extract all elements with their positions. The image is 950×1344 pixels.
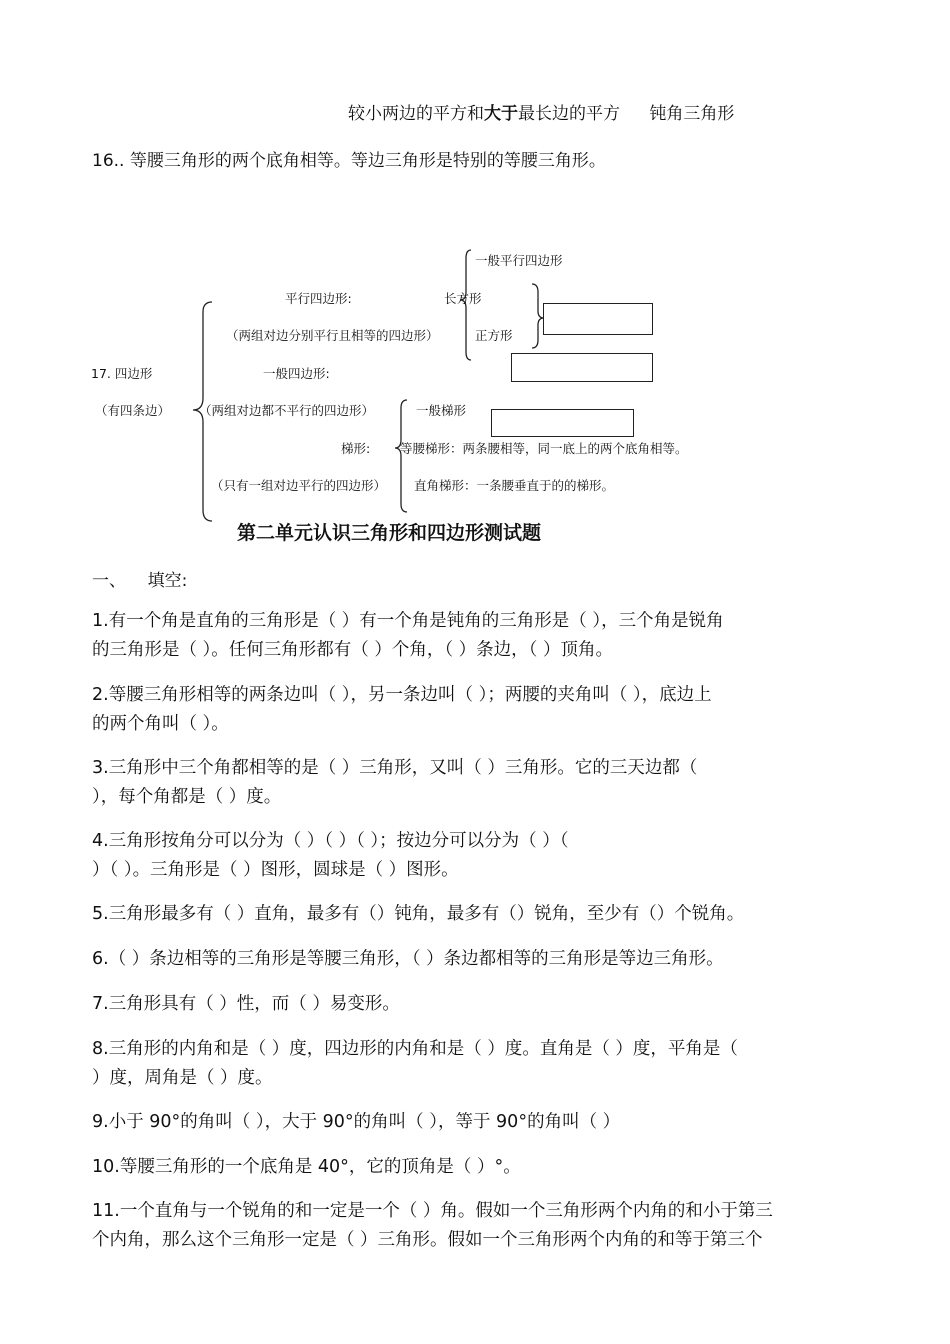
question-line: 6.（ ）条边相等的三角形是等腰三角形，（ ）条边都相等的三角形是等边三角形。	[92, 949, 724, 969]
question-4	[92, 827, 862, 885]
question-5	[92, 900, 862, 929]
question-line: 7.三角形具有（ ）性，而（ ）易变形。	[92, 994, 400, 1014]
question-line: ）（ ）。三角形是（ ）图形，圆球是（ ）图形。	[92, 860, 459, 880]
question-line: ），每个角都是（ ）度。	[92, 787, 282, 807]
question-9	[92, 1108, 862, 1137]
question-line: 5.三角形最多有（ ）直角，最多有（）钝角，最多有（）锐角，至少有（）个锐角。	[92, 904, 745, 924]
question-line: 的两个角叫（ ）。	[92, 714, 229, 734]
trapezoid-label: 梯形:	[341, 441, 371, 456]
root-note: （有四条边）	[95, 403, 171, 418]
question-6	[92, 945, 862, 974]
question-1	[92, 607, 862, 665]
general-parallelogram-label: 一般平行四边形	[475, 253, 563, 268]
root-label: 17. 四边形	[91, 366, 153, 381]
parallelogram-label: 平行四边形:	[285, 291, 352, 306]
question-line: 9.小于 90°的角叫（ ），大于 90°的角叫（ ），等于 90°的角叫（ ）	[92, 1112, 621, 1132]
question-line: 2.等腰三角形相等的两条边叫（ ），另一条边叫（ ）；两腰的夹角叫（ ），底边上	[92, 685, 712, 705]
blank-box-2	[511, 353, 653, 382]
rectangle-label: 长方形	[444, 291, 482, 306]
blank-box-3	[491, 409, 634, 437]
question-2	[92, 681, 862, 739]
question-3	[92, 754, 862, 812]
fact15-prefix: 较小两边的平方和	[348, 104, 484, 124]
question-8	[92, 1035, 862, 1093]
section-heading: 一、 填空:	[92, 571, 188, 591]
trapezoid-note: （只有一组对边平行的四边形）	[211, 478, 387, 493]
right-trapezoid-label: 直角梯形：一条腰垂直于的的梯形。	[414, 478, 615, 493]
question-line: 的三角形是（ ）。任何三角形都有（ ）个角，（ ）条边，（ ）顶角。	[92, 640, 613, 660]
diagram-brackets	[0, 0, 950, 540]
general-quadrilateral-label: 一般四边形:	[263, 366, 330, 381]
isosceles-trapezoid-label: 等腰梯形：两条腰相等，同一底上的两个底角相等。	[400, 441, 688, 456]
question-line: 3.三角形中三个角都相等的是（ ）三角形，又叫（ ）三角形。它的三天边都（	[92, 758, 698, 778]
question-line: ）度，周角是（ ）度。	[92, 1068, 273, 1088]
general-trapezoid-label: 一般梯形	[416, 403, 467, 418]
question-line: 11.一个直角与一个锐角的和一定是一个（ ）角。假如一个三角形两个内角的和小于第三	[92, 1201, 773, 1221]
question-11	[92, 1197, 862, 1255]
fact15-suffix: 最长边的平方	[518, 104, 620, 124]
question-line: 个内角，那么这个三角形一定是（ ）三角形。假如一个三角形两个内角的和等于第三个	[92, 1230, 763, 1250]
question-10	[92, 1153, 862, 1182]
question-line: 8.三角形的内角和是（ ）度，四边形的内角和是（ ）度。直角是（ ）度，平角是（	[92, 1039, 738, 1059]
item-16: 16.. 等腰三角形的两个底角相等。等边三角形是特别的等腰三角形。	[92, 151, 606, 171]
question-line: 4.三角形按角分可以分为（ ）（ ）（ ）；按边分可以分为（ ）（	[92, 831, 569, 851]
question-line: 1.有一个角是直角的三角形是（ ）有一个角是钝角的三角形是（ ），三个角是锐角	[92, 611, 724, 631]
test-title: 第二单元认识三角形和四边形测试题	[237, 522, 542, 544]
fact15-result: 钝角三角形	[649, 104, 735, 124]
square-label: 正方形	[475, 328, 513, 343]
blank-box-1	[543, 303, 653, 335]
parallelogram-note: （两组对边分别平行且相等的四边形）	[226, 328, 439, 343]
fact15-bold: 大于	[484, 104, 518, 124]
question-7	[92, 990, 862, 1019]
question-line: 10.等腰三角形的一个底角是 40°，它的顶角是（ ）°。	[92, 1157, 521, 1177]
general-quad-note: （两组对边都不平行的四边形）	[199, 403, 375, 418]
